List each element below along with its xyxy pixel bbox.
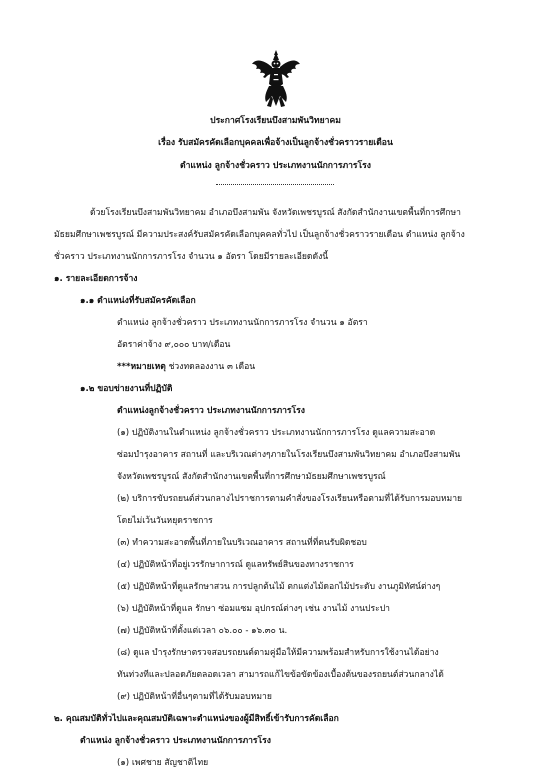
intro-line: ด้วยโรงเรียนบึงสามพันวิทยาคม อำเภอบึงสามพัน จังหวัดเพชรบูรณ์ สังกัดสำนักงานเขตพื้นที่การศึกษา	[90, 208, 461, 218]
detail-line: ตำแหน่ง ลูกจ้างชั่วคราว ประเภทงานนักการภารโรง จำนวน ๑ อัตรา	[117, 318, 368, 328]
duty-line: (๓) ทำความสะอาดพื้นที่ภายในบริเวณอาคาร สถานที่ที่ตนรับผิดชอบ	[117, 538, 367, 548]
duty-line: (๔) ปฏิบัติหน้าที่อยู่เวรรักษาการณ์ ดูแลทรัพย์สินของทางราชการ	[117, 560, 354, 570]
section-2-heading: ๒. คุณสมบัติทั่วไปและคุณสมบัติเฉพาะตำแหน่งของผู้มีสิทธิ์เข้ารับการคัดเลือก	[54, 714, 339, 724]
intro-line: มัธยมศึกษาเพชรบูรณ์ มีความประสงค์รับสมัครคัดเลือกบุคคลทั่วไป เป็นลูกจ้างชั่วคราวรายเดือน ตำแหน่ง ลูกจ้าง	[54, 230, 465, 240]
duty-line: ทันท่วงทีและปลอดภัยตลอดเวลา สามารถแก้ไขข้อขัดข้องเบื้องต้นของรถยนต์ส่วนกลางได้	[117, 670, 444, 680]
announcement-position: ตำแหน่ง ลูกจ้างชั่วคราว ประเภทงานนักการภารโรง	[180, 161, 371, 171]
intro-line: ชั่วคราว ประเภทงานนักการภารโรง จำนวน ๑ อัตรา โดยมีรายละเอียดดังนี้	[54, 252, 329, 262]
duty-line: (๘) ดูแล บำรุงรักษาตรวจสอบรถยนต์ตามคู่มือให้มีความพร้อมสำหรับการใช้งานได้อย่าง	[117, 648, 439, 658]
subsection-1-1-heading: ๑.๑ ตำแหน่งที่รับสมัครคัดเลือก	[80, 296, 196, 306]
duty-line: (๗) ปฏิบัติหน้าที่ตั้งแต่เวลา ๐๖.๐๐ - ๑๖.๓๐ น.	[117, 626, 288, 636]
announcement-subject: เรื่อง รับสมัครคัดเลือกบุคคลเพื่อจ้างเป็นลูกจ้างชั่วคราวรายเดือน	[158, 138, 393, 148]
duty-line: (๑) ปฏิบัติงานในตำแหน่ง ลูกจ้างชั่วคราว ประเภทงานนักการภารโรง ดูแลความสะอาด	[117, 428, 436, 438]
section-1-heading: ๑. รายละเอียดการจ้าง	[54, 274, 138, 284]
duty-line: (๖) ปฏิบัติหน้าที่ดูแล รักษา ซ่อมแซม อุปกรณ์ต่างๆ เช่น งานไม้ งานประปา	[117, 604, 390, 614]
subsection-1-2-heading: ๑.๒ ขอบข่ายงานที่ปฏิบัติ	[80, 384, 173, 394]
duty-line: (๕) ปฏิบัติหน้าที่ดูแลรักษาสวน การปลูกต้นไม้ ตกแต่งไม้ดอกไม้ประดับ งานภูมิทัศน์ต่างๆ	[117, 582, 441, 592]
duty-position-heading: ตำแหน่งลูกจ้างชั่วคราว ประเภทงานนักการภารโรง	[117, 406, 305, 416]
duty-line: จังหวัดเพชรบูรณ์ สังกัดสำนักงานเขตพื้นที่การศึกษามัธยมศึกษาเพชรบูรณ์	[117, 472, 386, 482]
garuda-emblem-icon	[252, 50, 300, 108]
duty-line: (๒) บริการขับรถยนต์ส่วนกลางไปราชการตามคำสั่งของโรงเรียนหรือตามที่ได้รับการมอบหมาย	[117, 494, 463, 504]
duty-line: (๙) ปฏิบัติหน้าที่อื่นๆตามที่ได้รับมอบหมาย	[117, 692, 272, 702]
duty-line: โดยไม่เว้นวันหยุดราชการ	[117, 516, 213, 526]
announcement-title: ประกาศโรงเรียนบึงสามพันวิทยาคม	[210, 116, 341, 126]
note-label: ***หมายเหตุ	[117, 362, 166, 372]
section-2-position: ตำแหน่ง ลูกจ้างชั่วคราว ประเภทงานนักการภารโรง	[80, 736, 271, 746]
qualification-line: (๑) เพศชาย สัญชาติไทย	[117, 758, 209, 768]
probation-note	[117, 361, 255, 373]
detail-line: อัตราค่าจ้าง ๙,๐๐๐ บาท/เดือน	[117, 340, 231, 350]
note-text: ช่วงทดลองงาน ๓ เดือน	[165, 362, 256, 372]
header-divider	[216, 184, 334, 185]
duty-line: ซ่อมบำรุงอาคาร สถานที่ และบริเวณต่างๆภายในโรงเรียนบึงสามพันวิทยาคม อำเภอบึงสามพัน	[117, 450, 461, 460]
